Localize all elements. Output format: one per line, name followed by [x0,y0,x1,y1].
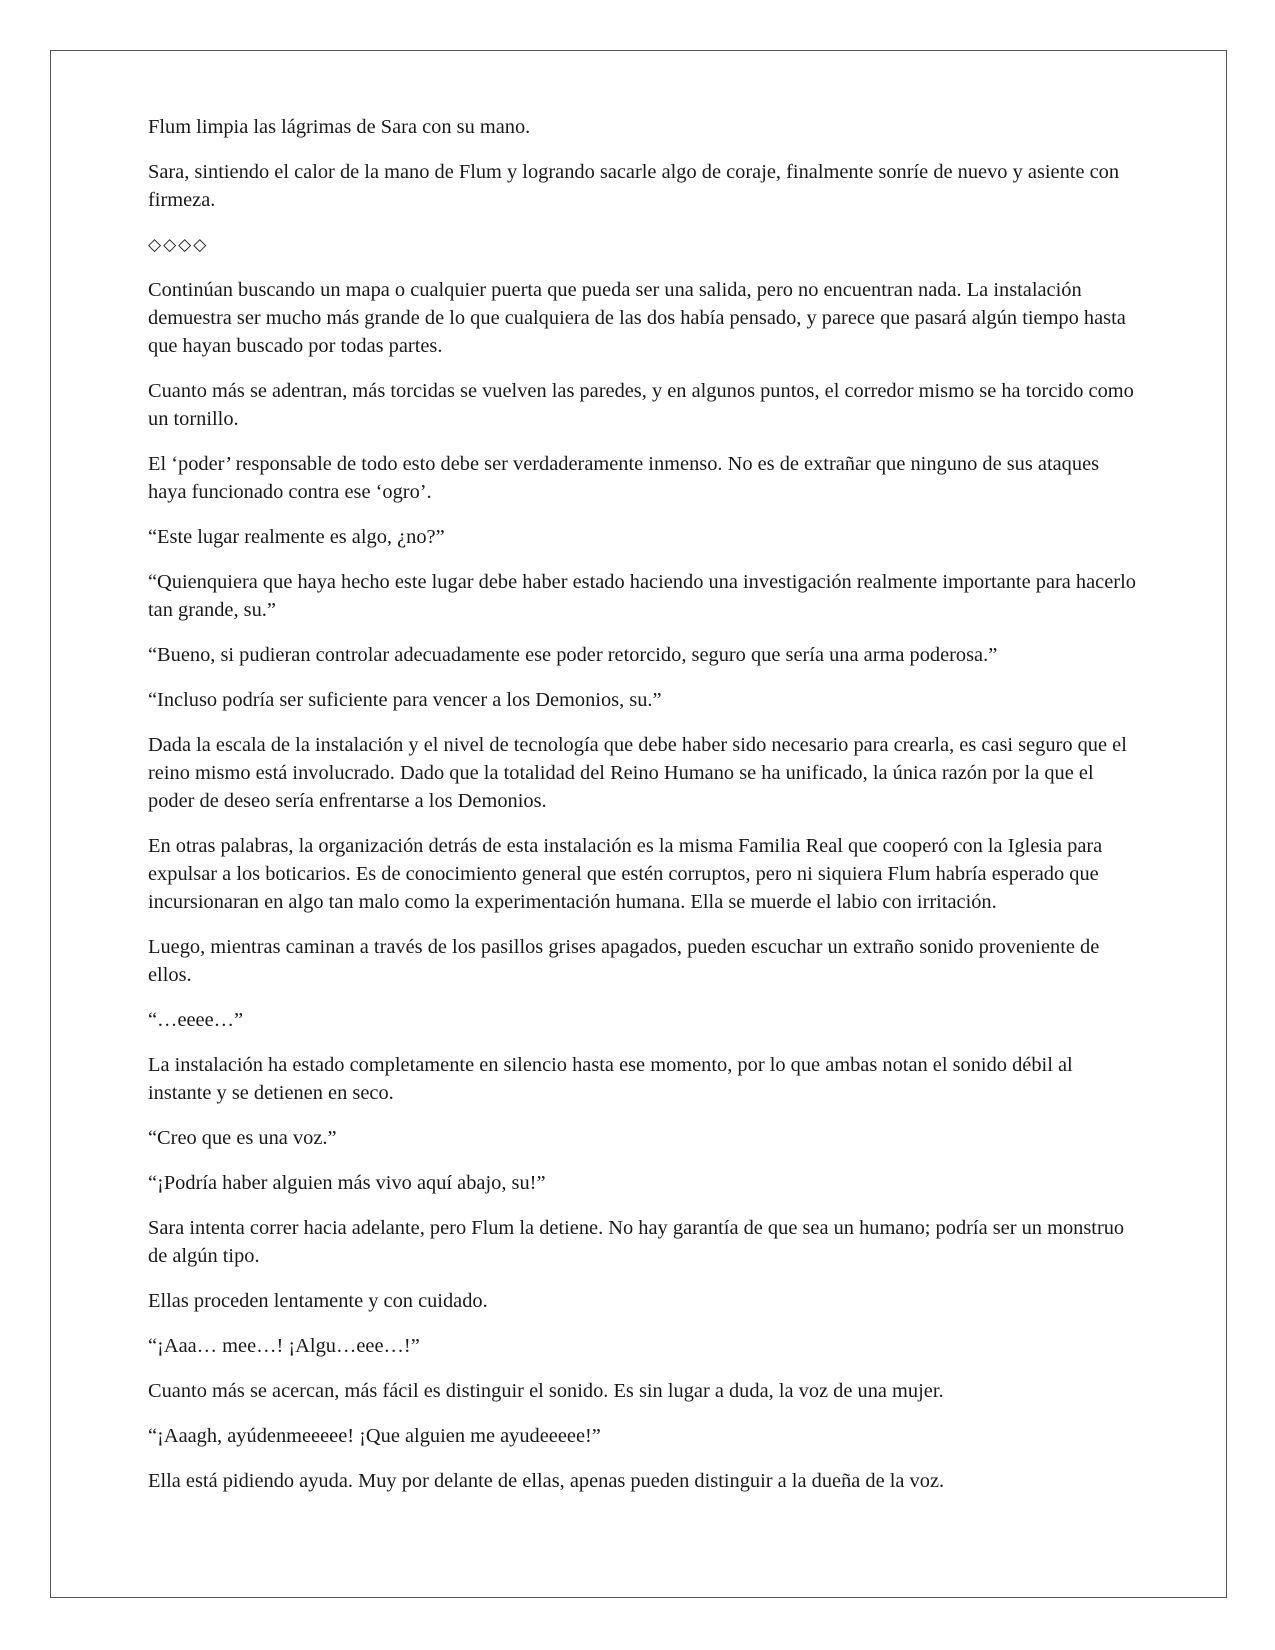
dialogue-line: “Bueno, si pudieran controlar adecuadamente ese poder retorcido, seguro que sería una arma poderosa.” [148,644,998,666]
dialogue-line: “¡Aaagh, ayúdenmeeeee! ¡Que alguien me ayudeeeee!” [148,1425,601,1447]
paragraph: Ella está pidiendo ayuda. Muy por delante de ellas, apenas pueden distinguir a la dueña de la voz. [148,1470,945,1492]
paragraph: La instalación ha estado completamente en silencio hasta ese momento, por lo que ambas notan el sonido débil al instante y se detienen en seco. [148,1054,1073,1104]
dialogue-line: “Incluso podría ser suficiente para vencer a los Demonios, su.” [148,689,662,711]
paragraph: Flum limpia las lágrimas de Sara con su mano. [148,116,531,138]
dialogue-line: “¡Podría haber alguien más vivo aquí abajo, su!” [148,1172,546,1194]
dialogue-line: “¡Aaa… mee…! ¡Algu…eee…!” [148,1335,420,1357]
paragraph: Cuanto más se adentran, más torcidas se vuelven las paredes, y en algunos puntos, el corredor mismo se ha torcido como un tornillo. [148,380,1134,430]
dialogue-line: “Creo que es una voz.” [148,1127,337,1149]
paragraph: El ‘poder’ responsable de todo esto debe ser verdaderamente inmenso. No es de extrañar que ninguno de sus ataques haya funcionado contra ese ‘ogro’. [148,453,1100,503]
dialogue-line: “Quienquiera que haya hecho este lugar debe haber estado haciendo una investigación realmente importante para hacerlo tan grande, su.” [148,571,1136,621]
paragraph: Sara intenta correr hacia adelante, pero Flum la detiene. No hay garantía de que sea un humano; podría ser un monstruo de algún tipo. [148,1217,1125,1267]
paragraph: En otras palabras, la organización detrás de esta instalación es la misma Familia Real que cooperó con la Iglesia para expulsar a los boticarios. Es de conocimiento general que estén corruptos, pero ni siquiera Flum habría esperado que incursionaran en algo tan malo como la experimentación humana. Ella se muerde el labio con irritación. [148,835,1103,913]
paragraph: Sara, sintiendo el calor de la mano de Flum y logrando sacarle algo de coraje, finalmente sonríe de nuevo y asiente con firmeza. [148,161,1120,211]
dialogue-line: “…eeee…” [148,1009,244,1031]
paragraph: Ellas proceden lentamente y con cuidado. [148,1290,488,1312]
paragraph: Continúan buscando un mapa o cualquier puerta que pueda ser una salida, pero no encuentran nada. La instalación demuestra ser mucho más grande de lo que cualquiera de las dos había pensado, y parece que pasará algún tiempo hasta que hayan buscado por todas partes. [148,279,1126,357]
paragraph: Luego, mientras caminan a través de los pasillos grises apagados, pueden escuchar un extraño sonido proveniente de ellos. [148,936,1100,986]
dialogue-line: “Este lugar realmente es algo, ¿no?” [148,526,445,548]
paragraph: Cuanto más se acercan, más fácil es distinguir el sonido. Es sin lugar a duda, la voz de una mujer. [148,1380,944,1402]
document-body [148,113,1138,1512]
scene-separator: ◇◇◇◇ [148,235,209,255]
paragraph: Dada la escala de la instalación y el nivel de tecnología que debe haber sido necesario para crearla, es casi seguro que el reino mismo está involucrado. Dado que la totalidad del Reino Humano se ha unificado, la única razón por la que el poder de deseo sería enfrentarse a los Demonios. [148,734,1127,812]
